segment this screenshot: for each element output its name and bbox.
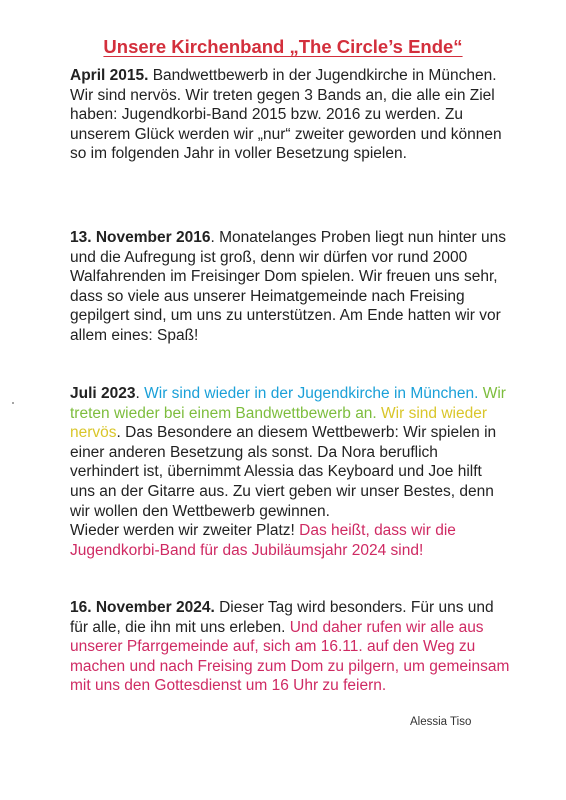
highlight-blue-text: Wir sind wieder in der Jugendkirche in München. xyxy=(139,385,479,402)
scan-speck xyxy=(12,402,14,404)
date-april-2015: April 2015. xyxy=(70,67,149,84)
highlight-green-text: Wir treten wieder bei einem Bandwettbewerb an. xyxy=(70,385,506,422)
paragraph-text: . Monatelanges Proben liegt nun hinter uns und die Aufregung ist groß, denn wir dürfen vor rund 2000 Walfahrenden im Freisinger Dom spielen. Wir freuen uns sehr, dass so viele aus unserer Heimatgemeinde nach Freising gepilgert sind, um uns zu unterstützen. Am Ende hatten wir vor allem eines: Spaß! xyxy=(70,229,507,344)
date-november-2016: 13. November 2016 xyxy=(70,229,211,246)
highlight-red-text: Das heißt, dass wir die Jugendkorbi-Band für das Jubiläumsjahr 2024 sind! xyxy=(70,522,456,559)
document-title: Unsere Kirchenband „The Circle’s Ende“ xyxy=(103,36,463,57)
paragraph-text: . Das Besondere an diesem Wettbewerb: Wir spielen in einer anderen Besetzung als sonst. Da Nora beruflich verhindert ist, übernimmt Alessia das Keyboard und Joe hilft uns an der Gitarre aus. Zu viert geben wir unser Bestes, denn wir wollen den Wettbewerb gewinnen. xyxy=(70,424,497,520)
paragraph-text-2: Wieder werden wir zweiter Platz! xyxy=(70,522,300,540)
date-juli-2023: Juli 2023 xyxy=(70,385,136,402)
paragraph-text: Dieser Tag wird besonders. Für uns und für alle, die ihn mit uns erleben. xyxy=(70,599,494,636)
paragraph-april-2015 xyxy=(70,66,510,164)
date-november-2024: 16. November 2024. xyxy=(70,599,215,616)
signature: Alessia Tiso xyxy=(410,716,472,728)
paragraph-juli-2023 xyxy=(70,384,510,560)
highlight-yellow-text: Wir sind wieder nervös xyxy=(70,404,487,442)
paragraph-november-2024 xyxy=(70,598,510,696)
highlight-red-text: Und daher rufen wir alle aus unserer Pfarrgemeinde auf, sich am 16.11. auf den Weg zu machen und nach Freising zum Dom zu pilgern, um gemeinsam mit uns den Gottesdienst um 16 Uhr zu feiern. xyxy=(70,618,510,695)
paragraph-text: Bandwettbewerb in der Jugendkirche in München. Wir sind nervös. Wir treten gegen 3 Bands an, die alle ein Ziel haben: Jugendkorbi-Band 2015 bzw. 2016 zu werden. Zu unserem Glück werden wir „nur“ zweiter geworden und können so im folgenden Jahr in voller Besetzung spielen. xyxy=(70,67,502,163)
paragraph-dot: . xyxy=(135,385,140,402)
paragraph-november-2016 xyxy=(70,228,510,346)
